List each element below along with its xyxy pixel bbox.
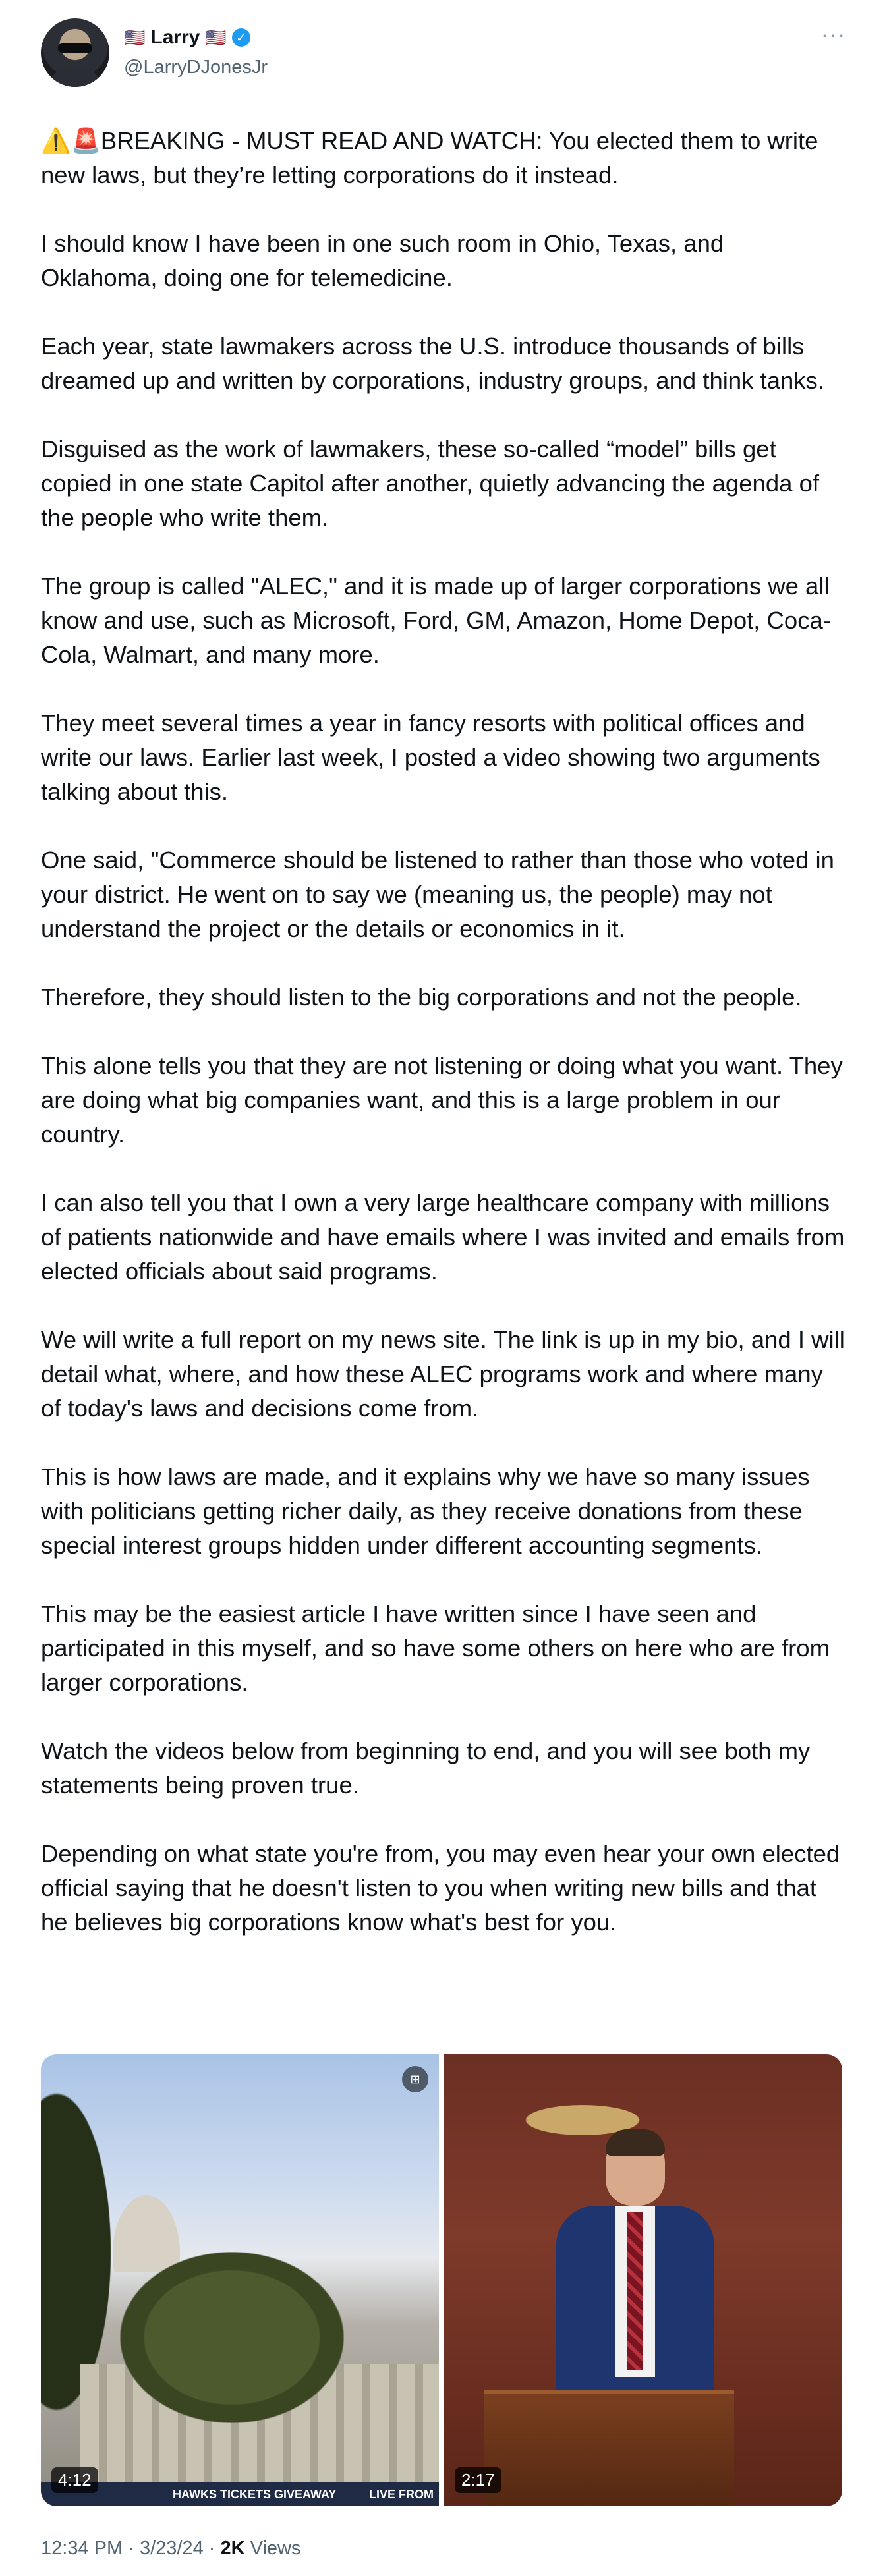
ticker-text: HAWKS TICKETS GIVEAWAY: [173, 2488, 337, 2501]
verified-badge-icon[interactable]: ✓: [232, 28, 250, 47]
tweet-paragraph: The group is called "ALEC," and it is made up of larger corporations we all know and use, such as Microsoft, Ford, GM, Amazon, Home Depot, Coca-Cola, Walmart, and many more.: [41, 573, 831, 668]
ticker-live-text: LIVE FROM: [369, 2488, 434, 2501]
avatar-glasses: [58, 43, 92, 53]
video-thumbnail-speaker[interactable]: [444, 2054, 842, 2506]
video-duration: 4:12: [51, 2467, 98, 2493]
news-ticker: [41, 2482, 439, 2506]
views-label: Views: [250, 2538, 301, 2559]
tweet-paragraph: One said, "Commerce should be listened to rather than those who voted in your district. He went on to say we (meaning us, the people) may not understand the project or the details or economics in it.: [41, 847, 834, 942]
tweet-date[interactable]: 3/23/24: [139, 2538, 204, 2559]
avatar-shirt: [46, 67, 104, 87]
tweet-paragraph: Therefore, they should listen to the big corporations and not the people.: [41, 984, 802, 1011]
tweet-paragraph: We will write a full report on my news site. The link is up in my bio, and I will detail what, where, and how these ALEC programs work and where many of today's laws and decisions come from.: [41, 1326, 845, 1422]
tweet-paragraph: This is how laws are made, and it explains why we have so many issues with politicians getting richer daily, as they receive donations from these special interest groups hidden under different accounting segments.: [41, 1463, 810, 1559]
tweet-paragraph: ⚠️🚨BREAKING - MUST READ AND WATCH: You elected them to write new laws, but they’re letting corporations do it instead.: [41, 127, 818, 188]
us-flag-icon: 🇺🇸: [205, 27, 227, 47]
tie-shape: [627, 2212, 643, 2370]
tweet-text: [41, 124, 846, 1940]
media-grid: [41, 2054, 842, 2506]
tweet-paragraph: They meet several times a year in fancy resorts with political offices and write our laws. Earlier last week, I posted a video showing two arguments talking about this.: [41, 710, 820, 805]
tweet-paragraph: Watch the videos below from beginning to end, and you will see both my statements being proven true.: [41, 1737, 811, 1799]
avatar[interactable]: [41, 18, 109, 87]
tweet-paragraph: Disguised as the work of lawmakers, these so-called “model” bills get copied in one state Capitol after another, quietly advancing the agenda of the people who write them.: [41, 435, 820, 531]
tweet-paragraph: I can also tell you that I own a very large healthcare company with millions of patients nationwide and have emails where I was invited and emails from elected officials about said programs.: [41, 1189, 845, 1285]
author-name[interactable]: Larry: [150, 26, 200, 48]
tweet-paragraph: Depending on what state you're from, you may even hear your own elected official saying that he doesn't listen to you when writing new bills and that he believes big corporations know what's best for you.: [41, 1840, 840, 1936]
tree-shape: [120, 2252, 344, 2423]
us-flag-icon: 🇺🇸: [124, 27, 146, 47]
tweet-paragraph: I should know I have been in one such room in Ohio, Texas, and Oklahoma, doing one for telemedicine.: [41, 230, 724, 291]
podium-shape: [484, 2390, 734, 2506]
tweet-paragraph: This alone tells you that they are not listening or doing what you want. They are doing what big companies want, and this is a large problem in our country.: [41, 1052, 843, 1148]
gif-icon[interactable]: ⊞: [402, 2066, 428, 2092]
tweet-time[interactable]: 12:34 PM: [41, 2538, 123, 2559]
tweet-meta: [41, 2538, 300, 2560]
more-icon[interactable]: ···: [821, 22, 846, 46]
hair-shape: [606, 2129, 665, 2156]
author-handle[interactable]: @LarryDJonesJr: [124, 57, 268, 78]
meta-separator: ·: [208, 2538, 215, 2559]
video-thumbnail-capitol[interactable]: [41, 2054, 439, 2506]
tweet-paragraph: This may be the easiest article I have written since I have seen and participated in this myself, and so have some others on here who are from larger corporations.: [41, 1600, 830, 1696]
tweet-paragraph: Each year, state lawmakers across the U.S. introduce thousands of bills dreamed up and written by corporations, industry groups, and think tanks.: [41, 333, 824, 394]
tweet-header: [41, 18, 846, 91]
video-duration: 2:17: [455, 2467, 501, 2493]
views-count[interactable]: 2K: [220, 2538, 245, 2559]
author-name-row[interactable]: [124, 26, 250, 49]
meta-separator: ·: [128, 2538, 134, 2559]
